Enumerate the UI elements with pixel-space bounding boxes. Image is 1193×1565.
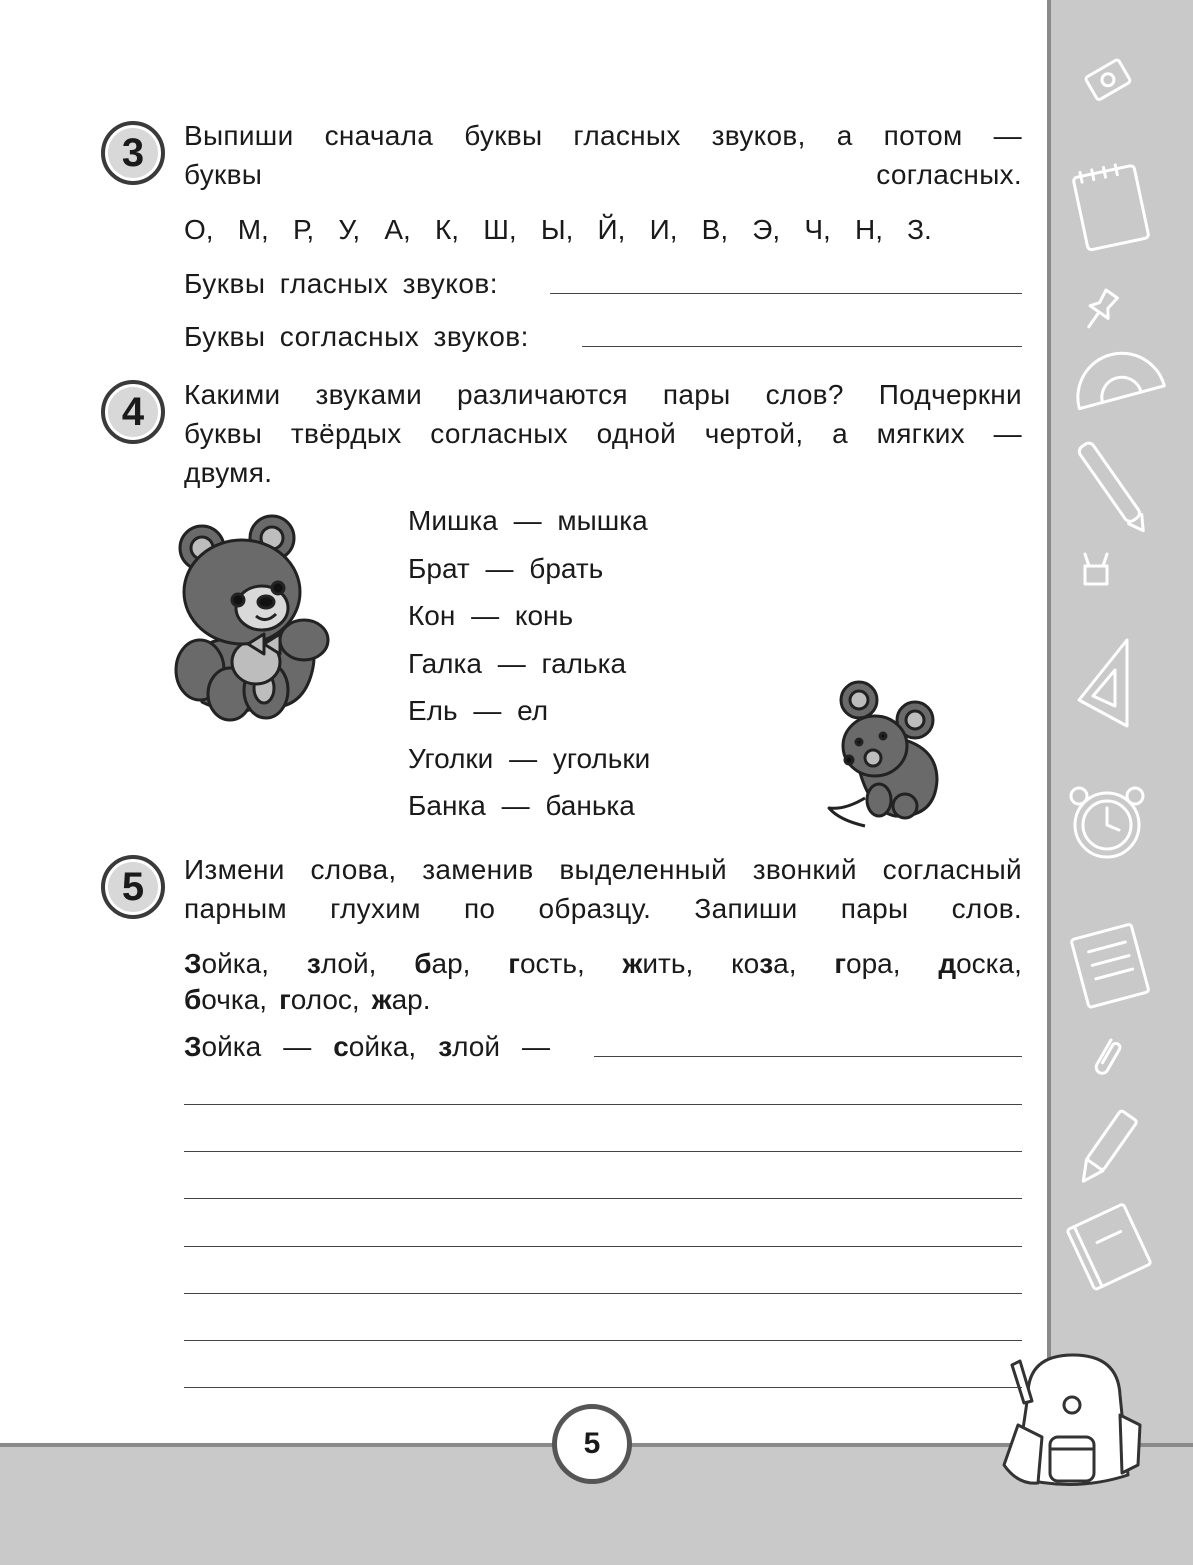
highlighted-consonant: З <box>184 948 202 979</box>
notepad-icon <box>1072 161 1149 250</box>
task5-example <box>184 1029 550 1065</box>
word-item <box>623 946 694 982</box>
word-rest: оска, <box>956 948 1022 979</box>
word-rest: а, <box>773 948 797 979</box>
backpack-icon <box>998 1345 1148 1493</box>
letter-item: Э, <box>752 214 781 245</box>
answer-line[interactable] <box>184 1151 1022 1152</box>
vowels-label: Буквы гласных звуков: <box>184 268 499 299</box>
word-item <box>438 1029 500 1065</box>
word-rest: — <box>283 1031 312 1062</box>
instruction-word: одной <box>596 418 677 449</box>
instruction-word: твёрдых <box>290 418 402 449</box>
task-number-badge: 3 <box>101 121 165 185</box>
letter-item: М, <box>237 214 269 245</box>
word-pair[interactable]: Галка — галька <box>408 647 627 679</box>
instruction-word: слова, <box>310 854 397 885</box>
instruction-word: слов? <box>765 379 844 410</box>
instruction-word: а <box>836 120 853 151</box>
instruction-word: буквы <box>464 120 543 151</box>
instruction-word: Выпиши <box>184 120 294 151</box>
task3-instruction-line2: буквы согласных. <box>184 159 1022 190</box>
task5-instruction <box>184 850 1022 928</box>
word-rest: очка, <box>201 984 268 1015</box>
mouse-illustration <box>825 680 945 828</box>
protractor-icon <box>1068 343 1164 408</box>
word-pair[interactable]: Банка — банька <box>408 790 635 821</box>
highlighted-consonant: б <box>414 948 432 979</box>
task3-instruction <box>184 116 1022 194</box>
highlighted-consonant: ж <box>622 948 643 979</box>
task5-instruction-line2: парным глухим по образцу. Запиши пары слов. <box>184 893 1022 924</box>
letter-item: О, <box>184 214 214 245</box>
instruction-word: Подчеркни <box>878 379 1022 410</box>
answer-line[interactable] <box>184 1104 1022 1105</box>
word-rest: ить, <box>642 948 694 979</box>
letter-item: И, <box>649 214 678 245</box>
word-item <box>283 1029 311 1065</box>
instruction-word: сначала <box>324 120 434 151</box>
letter-item: Ы, <box>540 214 574 245</box>
highlighted-consonant: ж <box>371 984 392 1015</box>
instruction-word: пары <box>662 379 731 410</box>
paper-clip-icon <box>1094 1040 1121 1075</box>
word-prefix: ко <box>731 948 760 979</box>
highlighted-consonant: б <box>184 984 202 1015</box>
word-rest: ар, <box>431 948 471 979</box>
word-item <box>834 946 900 982</box>
highlighted-consonant: г <box>508 948 520 979</box>
instruction-word: чертой, <box>704 418 804 449</box>
word-item <box>333 1029 416 1065</box>
instruction-word: различаются <box>457 379 628 410</box>
word-rest: ость, <box>519 948 585 979</box>
book-icon <box>1067 1204 1151 1290</box>
word-pair[interactable]: Брат — брать <box>408 552 604 584</box>
highlighted-consonant: з <box>438 1031 453 1062</box>
instruction-word: Какими <box>184 379 281 410</box>
decorative-sidebar <box>1047 0 1193 1445</box>
word-item <box>731 946 796 982</box>
answer-line[interactable] <box>184 1246 1022 1247</box>
highlighted-consonant: з <box>306 948 321 979</box>
instruction-word: заменив <box>422 854 534 885</box>
binder-clip-icon <box>1085 554 1107 584</box>
letter-item: К, <box>434 214 460 245</box>
instruction-word: гласных <box>573 120 681 151</box>
word-rest: ойка <box>201 1031 262 1062</box>
word-rest: лой <box>452 1031 501 1062</box>
task4-instruction-line3: двумя. <box>184 457 273 488</box>
instruction-word: буквы <box>184 418 263 449</box>
word-pair[interactable]: Кон — конь <box>408 600 574 631</box>
letter-item: А, <box>384 214 411 245</box>
instruction-word: звонкий <box>752 854 857 885</box>
highlighted-consonant: г <box>834 948 846 979</box>
vowels-answer-line[interactable] <box>550 293 1022 294</box>
instruction-word: звуков, <box>711 120 806 151</box>
task-number-badge: 4 <box>101 380 165 444</box>
instruction-word: согласных <box>430 418 568 449</box>
highlighted-consonant: г <box>279 984 291 1015</box>
answer-line[interactable] <box>184 1198 1022 1199</box>
letter-item: В, <box>701 214 729 245</box>
word-rest: ойка, <box>348 1031 417 1062</box>
sharpener-icon <box>1085 59 1131 101</box>
task5-words-line1 <box>184 946 1022 982</box>
alarm-clock-icon <box>1071 788 1143 857</box>
instruction-word: — <box>993 418 1022 449</box>
word-rest: лой, <box>320 948 377 979</box>
pencil-icon <box>1075 1110 1137 1187</box>
task4-instruction-line2 <box>184 414 1022 453</box>
word-pair[interactable]: Мишка — мышка <box>408 505 648 536</box>
instruction-word: звуками <box>315 379 423 410</box>
answer-line[interactable] <box>594 1056 1022 1057</box>
pushpin-icon <box>1080 288 1121 333</box>
word-rest: олос, <box>290 984 360 1015</box>
word-item <box>508 946 584 982</box>
answer-line[interactable] <box>184 1340 1022 1341</box>
task4-instruction <box>184 375 1022 492</box>
instruction-word: согласный <box>882 854 1022 885</box>
task5-words <box>184 946 1022 1018</box>
word-pair[interactable]: Уголки — угольки <box>408 742 651 774</box>
highlighted-consonant: З <box>184 1031 202 1062</box>
task3-letters <box>184 214 932 246</box>
word-item <box>372 982 431 1018</box>
letter-item: Ч, <box>804 214 831 245</box>
task5-instruction-line1 <box>184 850 1022 889</box>
word-pair[interactable]: Ель — ел <box>408 695 549 726</box>
instruction-word: а <box>832 418 848 449</box>
instruction-word: Измени <box>184 854 285 885</box>
word-item <box>522 1029 550 1065</box>
letter-item: У, <box>338 214 361 245</box>
word-item <box>184 982 267 1018</box>
teddy-bear-illustration <box>172 512 332 722</box>
letter-item: Ш, <box>483 214 517 245</box>
task-number-badge: 5 <box>101 855 165 919</box>
letter-item: Р, <box>292 214 315 245</box>
letter-item: Н, <box>854 214 883 245</box>
page-number: 5 <box>552 1404 632 1484</box>
pen-icon <box>1077 441 1150 535</box>
triangle-ruler-icon <box>1079 640 1127 726</box>
instruction-word: потом <box>883 120 963 151</box>
task5-words-line2 <box>184 982 1022 1018</box>
letter-item: Й, <box>597 214 626 245</box>
task4-instruction-line1 <box>184 375 1022 414</box>
word-item <box>938 946 1022 982</box>
word-rest: — <box>522 1031 551 1062</box>
word-item <box>414 946 470 982</box>
word-item <box>307 946 377 982</box>
task3-instruction-line1 <box>184 116 1022 155</box>
word-item <box>184 1029 261 1065</box>
consonants-label: Буквы согласных звуков: <box>184 321 529 352</box>
letter-item: З. <box>907 214 932 245</box>
answer-line[interactable] <box>184 1293 1022 1294</box>
instruction-word: мягких <box>876 418 965 449</box>
instruction-word: выделенный <box>559 854 727 885</box>
spiral-notebook-icon <box>1071 924 1149 1008</box>
word-pairs-list <box>408 505 748 838</box>
consonants-answer-line[interactable] <box>582 346 1022 347</box>
word-rest: ар. <box>391 984 431 1015</box>
word-rest: ойка, <box>201 948 269 979</box>
instruction-word: — <box>993 120 1022 151</box>
highlighted-consonant: д <box>938 948 957 979</box>
word-item <box>184 946 269 982</box>
answer-line[interactable] <box>184 1387 1022 1388</box>
word-rest: ора, <box>846 948 901 979</box>
word-item <box>279 982 360 1018</box>
highlighted-consonant: с <box>333 1031 349 1062</box>
highlighted-consonant: з <box>759 948 774 979</box>
school-supplies-icons <box>1051 0 1193 1445</box>
